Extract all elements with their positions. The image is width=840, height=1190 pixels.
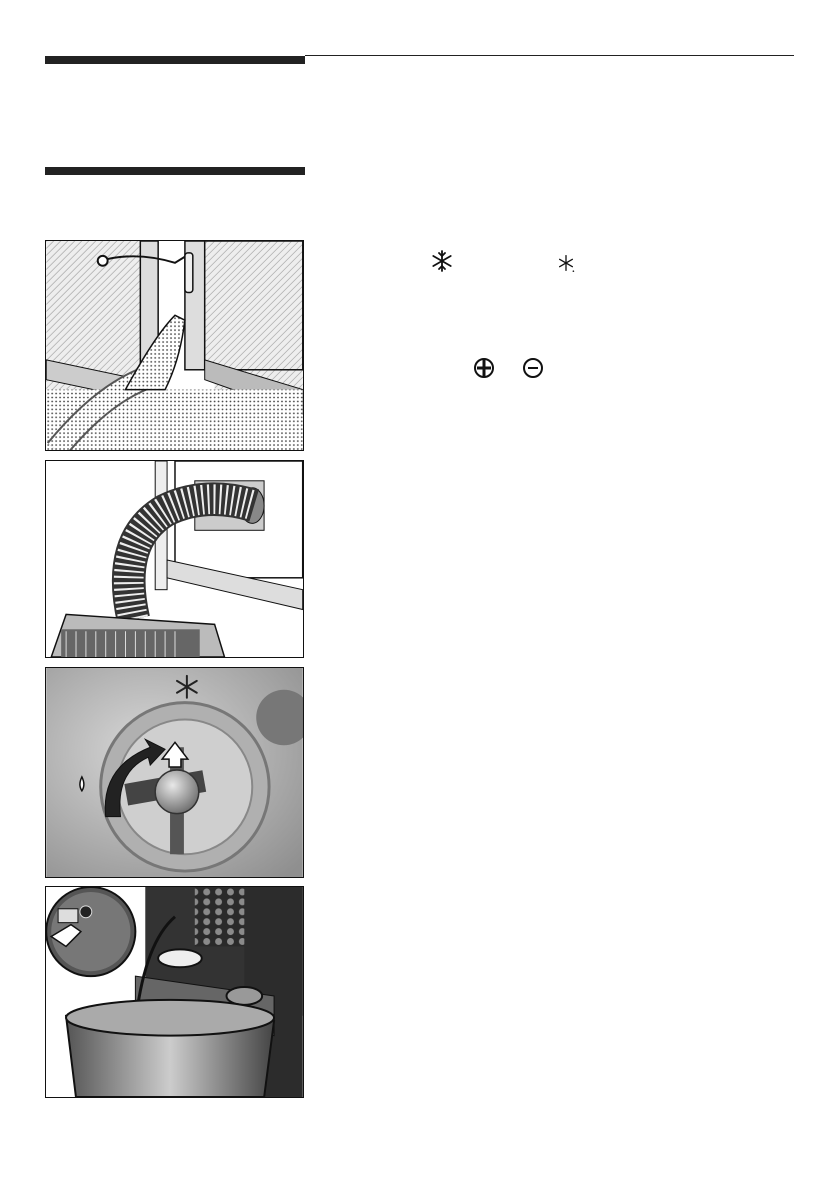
section-rule-2 — [45, 167, 305, 175]
window-latch-hose-illustration — [46, 241, 303, 450]
section-rule-1 — [45, 56, 305, 64]
illustration-hose-through-window — [45, 460, 304, 658]
snowflake-small-icon — [557, 254, 575, 272]
illustration-drain-water-bucket — [45, 886, 304, 1098]
snowflake-icon — [431, 250, 453, 272]
illustration-window-hose-install — [45, 240, 304, 451]
exhaust-hose-illustration — [46, 461, 303, 657]
mode-knob-illustration — [46, 668, 303, 877]
header-rule-thin — [305, 55, 794, 56]
plus-circle-icon — [473, 357, 495, 379]
minus-circle-icon — [522, 357, 544, 379]
water-drain-illustration — [46, 887, 303, 1097]
illustration-mode-knob-cooling — [45, 667, 304, 878]
